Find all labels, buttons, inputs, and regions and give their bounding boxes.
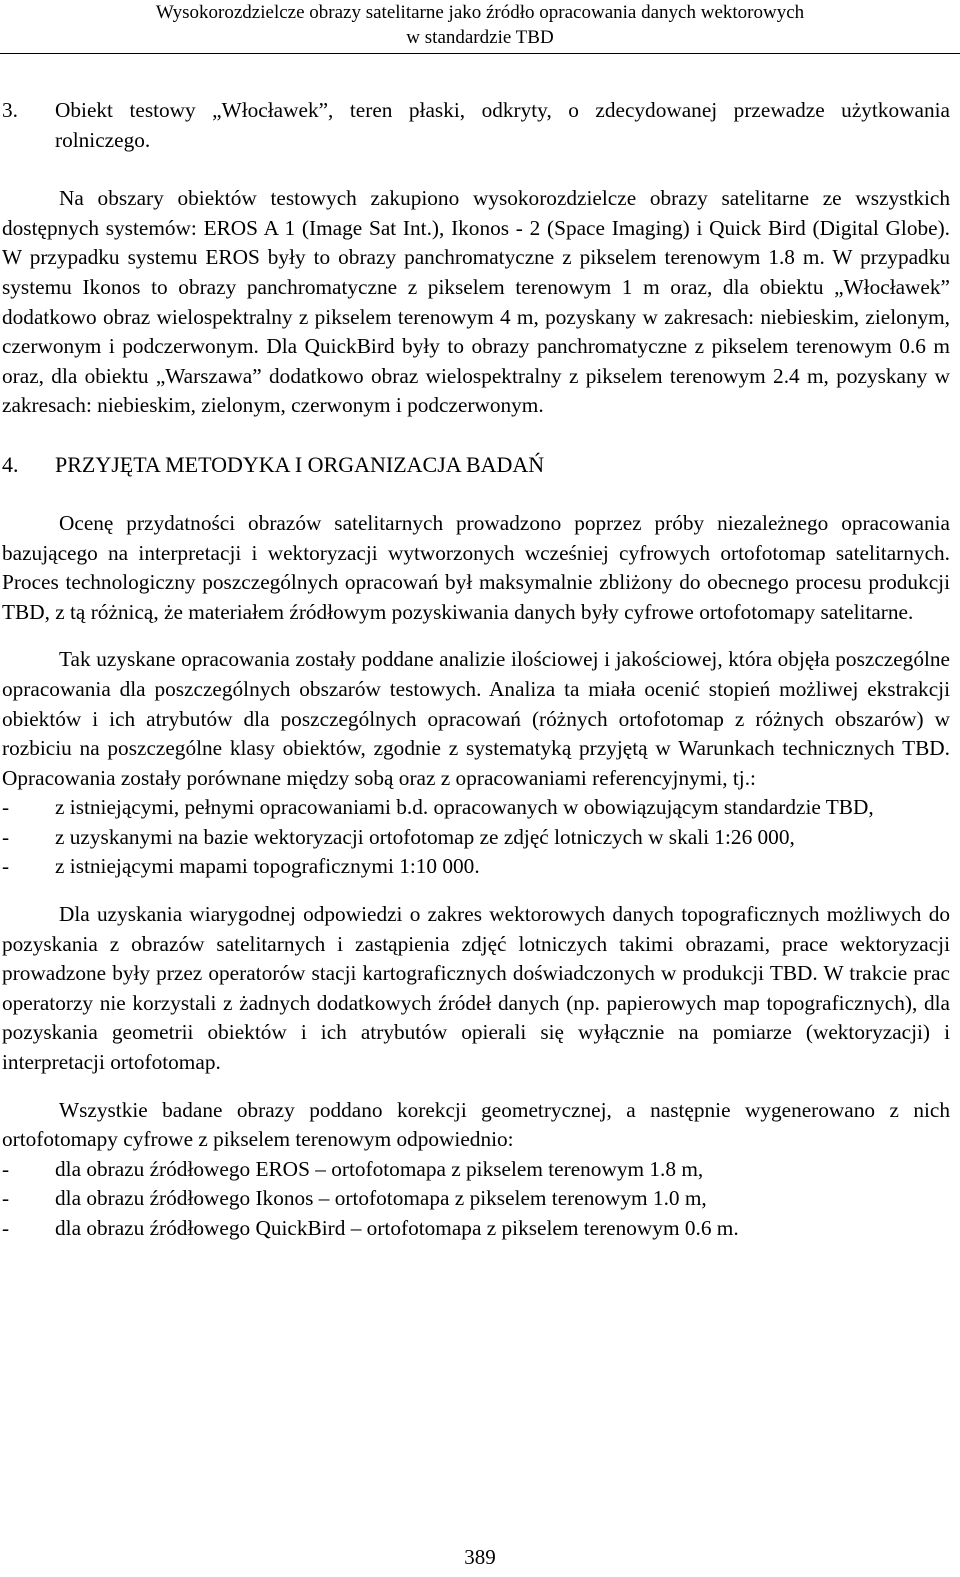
list-item (2, 793, 950, 823)
list-item-text: z istniejącymi mapami topograficznymi 1:10 000. (55, 854, 480, 879)
list-item-text: Obiekt testowy „Włocławek”, teren płaski, odkryty, o zdecydowanej przewadze użytkowania rolniczego. (55, 98, 950, 152)
page-body (2, 96, 950, 1244)
list-item-text: dla obrazu źródłowego EROS – ortofotomapa z pikselem terenowym 1.8 m, (55, 1156, 704, 1181)
page-number: 389 (464, 1545, 496, 1569)
list-item (2, 823, 950, 853)
list-dash: - (2, 1186, 10, 1211)
list-dash: - (2, 854, 10, 879)
list-number: 3. (2, 98, 18, 122)
list-dash: - (2, 1216, 10, 1240)
paragraph-geometric-correction: Wszystkie badane obrazy poddano korekcji geometrycznej, a następnie wygenerowano z nich ortofotomapy cyfrowe z pikselem terenowym odpowiednio: (2, 1097, 950, 1152)
list-item (2, 1155, 950, 1185)
list-dash: - (2, 824, 10, 849)
reference-list (2, 793, 950, 882)
list-item (2, 1214, 950, 1244)
list-dash: - (2, 795, 10, 820)
paragraph-operators: Dla uzyskania wiarygodnej odpowiedzi o zakres wektorowych danych topograficznych możliwych do pozyskania z obrazów satelitarnych i zastąpienia zdjęć lotniczych takimi obrazami, prace wektoryzacji prowadzone były przez operatorów stacji kartograficznych doświadczonych w produkcji TBD. W trakcie prac operatorzy nie korzystali z żadnych dodatkowych źródeł danych (np. papierowych map topograficznych), dla pozyskania geometrii obiektów i ich atrybutów opierali się wyłącznie na pomiarze (wektoryzacji) i interpretacji ortofotomap. (2, 902, 950, 1075)
section-heading (2, 450, 950, 480)
running-header-line-1: Wysokorozdzielcze obrazy satelitarne jako źródło opracowania danych wektorowych (155, 2, 805, 23)
test-object-item-3 (2, 96, 950, 155)
list-item (2, 852, 950, 882)
list-item-text: dla obrazu źródłowego QuickBird – ortofotomapa z pikselem terenowym 0.6 m. (55, 1216, 739, 1240)
paragraph-satellite-images: Na obszary obiektów testowych zakupiono wysokorozdzielcze obrazy satelitarne ze wszystkich dostępnych systemów: EROS A 1 (Image Sat Int.), Ikonos - 2 (Space Imaging) i Quick Bird (Digital Globe). W przypadku systemu EROS były to obrazy panchromatyczne z pikselem terenowym 1.8 m. W przypadku systemu Ikonos to obrazy panchromatyczne z pikselem terenowym 1 m oraz, dla obiektu „Włocławek” dodatkowo obraz wielospektralny z pikselem terenowym 4 m, pozyskany w zakresach: niebieskim, zielonym, czerwonym i podczerwonym. Dla QuickBird były to obrazy panchromatyczne z pikselem terenowym 0.6 m oraz, dla obiektu „Warszawa” dodatkowo obraz wielospektralny z pikselem terenowym 2.4 m, pozyskany w zakresach: niebieskim, zielonym, czerwonym i podczerwonym. (2, 186, 950, 418)
section-number: 4. (2, 451, 19, 477)
header-divider (0, 53, 960, 54)
orthophoto-list (2, 1155, 950, 1244)
list-dash: - (2, 1156, 10, 1181)
list-item-text: z uzyskanymi na bazie wektoryzacji ortofotomap ze zdjęć lotniczych w skali 1:26 000, (55, 824, 795, 849)
paragraph-methodology: Ocenę przydatności obrazów satelitarnych prowadzono poprzez próby niezależnego opracowania bazującego na interpretacji i wektoryzacji wytworzonych wcześniej cyfrowych ortofotomap satelitarnych. Proces technologiczny poszczególnych opracowań był maksymalnie zbliżony do obecnego procesu produkcji TBD, z tą różnicą, że materiałem źródłowym pozyskiwania danych były cyfrowe ortofotomapy satelitarne. (2, 510, 950, 624)
running-header (0, 0, 960, 50)
list-item-text: dla obrazu źródłowego Ikonos – ortofotomapa z pikselem terenowym 1.0 m, (55, 1186, 707, 1211)
list-item-text: z istniejącymi, pełnymi opracowaniami b.d. opracowanych w obowiązującym standardzie TBD, (55, 795, 874, 820)
paragraph-analysis: Tak uzyskane opracowania zostały poddane analizie ilościowej i jakościowej, która objęła poszczególne opracowania dla poszczególnych obszarów testowych. Analiza ta miała ocenić stopień możliwej ekstrakcji obiektów i ich atrybutów dla poszczególnych opracowań (różnych ortofotomap z różnych obszarów) w rozbiciu na poszczególne klasy obiektów, zgodnie z systematyką przyjętą w Warunkach technicznych TBD. Opracowania zostały porównane między sobą oraz z opracowaniami referencyjnymi, tj.: (2, 647, 950, 790)
running-header-line-2: w standardzie TBD (406, 27, 554, 48)
list-item (2, 1184, 950, 1214)
section-title: PRZYJĘTA METODYKA I ORGANIZACJA BADAŃ (55, 451, 545, 477)
